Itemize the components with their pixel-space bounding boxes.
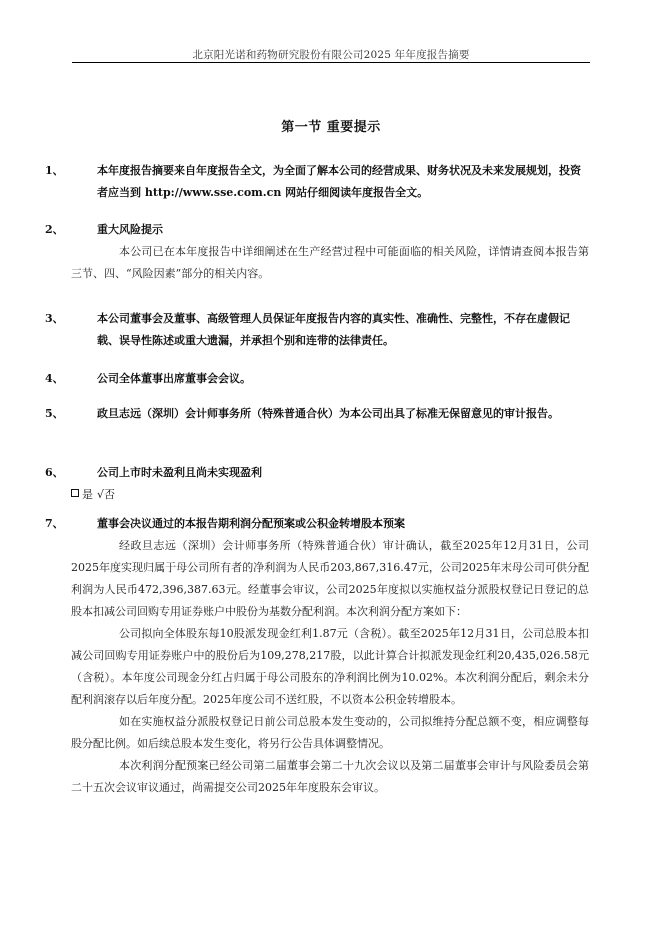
item-4-number: 4、 — [45, 372, 64, 385]
item-7-paragraph-3: 如在实施权益分派股权登记日前公司总股本发生变动的，公司拟维持分配总额不变，相应调整每股分配比例。如后续总股本发生变化，将另行公告具体调整情况。 — [71, 715, 589, 750]
item-1-text: 本年度报告摘要来自年度报告全文，为全面了解本公司的经营成果、财务状况及未来发展规划，投资者应当到 http://www.sse.com.cn 网站仔细阅读年度报告全文。 — [97, 164, 581, 199]
item-6-number: 6、 — [45, 466, 64, 479]
item-1 — [45, 160, 589, 204]
item-7 — [45, 513, 589, 799]
item-6-text: 公司上市时未盈利且尚未实现盈利 — [97, 466, 262, 479]
checkbox-yes-icon — [71, 489, 79, 497]
item-2 — [45, 219, 589, 285]
header-rule — [72, 62, 590, 63]
item-7-paragraph-1: 经政旦志远（深圳）会计师事务所（特殊普通合伙）审计确认，截至2025年12月31日，公司2025年度实现归属于母公司所有者的净利润为人民币203,867,316.47元，公司2025年末母公司可供分配利润为人民币472,396,387.63元。经董事会审议，公司2025年度拟以实施权益分派股权登记日登记的总股本扣减公司回购专用证券账户中股份为基数分配利润。本次利润分配方案如下： — [71, 539, 589, 618]
item-6 — [45, 462, 589, 484]
option-no-label: 否 — [104, 488, 116, 501]
item-7-paragraph-2: 公司拟向全体股东每10股派发现金红利1.87元（含税）。截至2025年12月31日，公司总股本扣减公司回购专用证券账户中的股份后为109,278,217股，以此计算合计拟派发现金红利20,435,026.58元（含税）。本年度公司现金分红占归属于母公司股东的净利润比例为10.02%。本次利润分配后，剩余未分配利润滚存以后年度分配。2025年度公司不送红股，不以资本公积金转增股本。 — [71, 627, 589, 706]
item-5 — [45, 403, 589, 425]
option-yes-label: 是 — [82, 488, 93, 501]
item-2-number: 2、 — [45, 223, 64, 236]
item-7-paragraph-4: 本次利润分配预案已经公司第二届董事会第二十九次会议以及第二届董事会审计与风险委员会第二十五次会议审议通过，尚需提交公司2025年年度股东会审议。 — [71, 759, 589, 794]
checkmark-icon: √ — [97, 488, 105, 501]
item-3-text: 本公司董事会及董事、高级管理人员保证年度报告内容的真实性、准确性、完整性，不存在虚假记载、误导性陈述或重大遗漏，并承担个别和连带的法律责任。 — [97, 312, 570, 347]
running-header: 北京阳光诺和药物研究股份有限公司2025 年年度报告摘要 — [192, 49, 470, 61]
item-4-text: 公司全体董事出席董事会会议。 — [97, 372, 251, 385]
item-7-title: 董事会决议通过的本报告期利润分配预案或公积金转增股本预案 — [97, 517, 405, 530]
item-5-number: 5、 — [45, 407, 64, 420]
item-6-options — [71, 484, 115, 506]
item-1-number: 1、 — [45, 164, 64, 177]
item-7-number: 7、 — [45, 517, 64, 530]
item-4 — [45, 368, 589, 390]
item-5-text: 政旦志远（深圳）会计师事务所（特殊普通合伙）为本公司出具了标准无保留意见的审计报告。 — [97, 407, 559, 420]
item-2-body: 本公司已在本年度报告中详细阐述在生产经营过程中可能面临的相关风险，详情请查阅本报告第三节、四、“风险因素”部分的相关内容。 — [71, 245, 589, 280]
section-title: 第一节 重要提示 — [281, 120, 381, 135]
item-3-number: 3、 — [45, 312, 64, 325]
item-3 — [45, 308, 589, 352]
item-2-title: 重大风险提示 — [97, 223, 163, 236]
